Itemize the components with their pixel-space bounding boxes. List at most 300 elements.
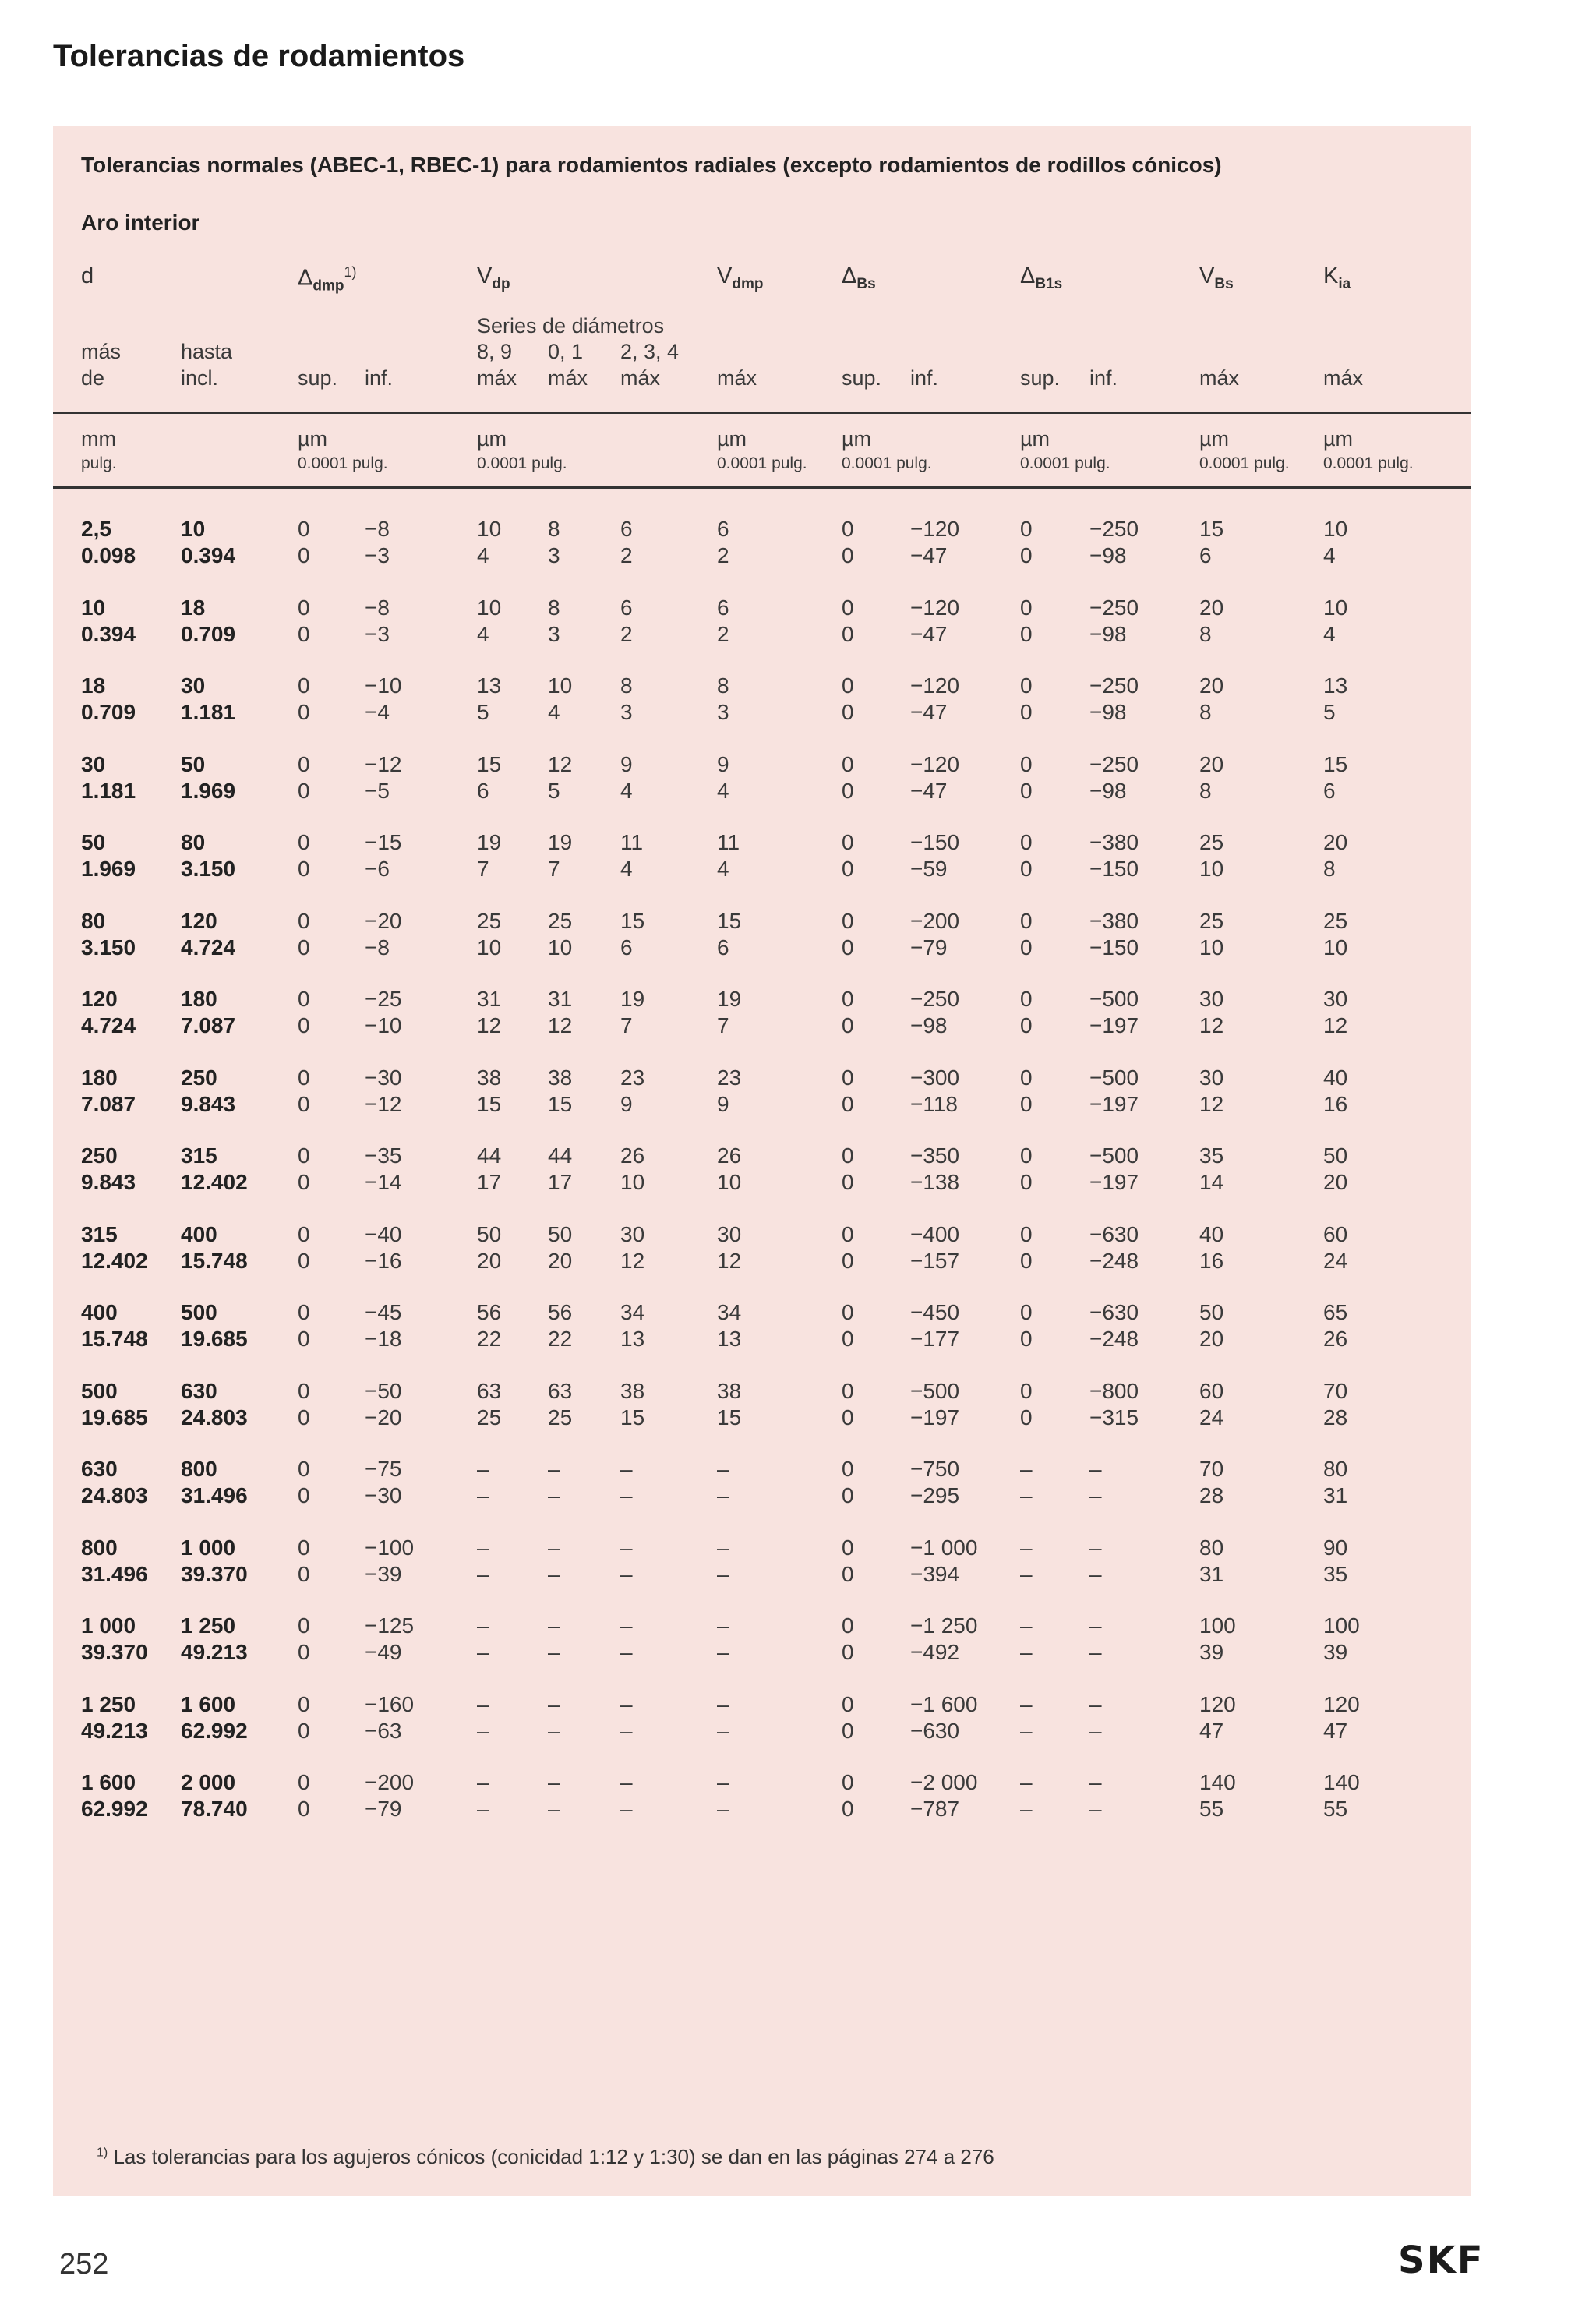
- cell-vdp-89: –: [477, 1640, 489, 1664]
- cell-dmp-inf: −50: [365, 1378, 402, 1403]
- cell-vdp-234: 8: [620, 673, 633, 698]
- unit-um: µm 0.0001 pulg.: [1199, 427, 1290, 472]
- cell-kia: 10: [1323, 517, 1348, 541]
- cell-vdp-89: 7: [477, 857, 489, 881]
- row-mm-values: [53, 908, 1471, 935]
- cell-vbs: 12: [1199, 1091, 1224, 1116]
- cell-bs-inf: −350: [910, 1143, 960, 1168]
- cell-vdmp: 4: [717, 857, 729, 881]
- cell-bs-sup: 0: [842, 1013, 854, 1037]
- cell-b1s-sup: 0: [1020, 595, 1033, 620]
- cell-kia: 10: [1323, 595, 1348, 620]
- header-d-to-2: incl.: [181, 366, 219, 390]
- cell-bs-sup: 0: [842, 700, 854, 724]
- section-label: Aro interior: [81, 210, 200, 235]
- row-inch-values: [53, 1718, 1471, 1744]
- cell-dmp-inf: −45: [365, 1300, 402, 1324]
- cell-bs-sup: 0: [842, 1170, 854, 1194]
- cell-b1s-sup: –: [1020, 1535, 1033, 1560]
- cell-vdmp: 30: [717, 1221, 742, 1246]
- cell-d-to: 19.685: [181, 1327, 248, 1351]
- cell-vbs: 8: [1199, 778, 1212, 803]
- cell-vdmp: –: [717, 1535, 729, 1560]
- cell-d-from: 9.843: [81, 1170, 136, 1194]
- cell-bs-inf: −120: [910, 517, 960, 541]
- cell-kia: 6: [1323, 778, 1336, 803]
- cell-b1s-sup: 0: [1020, 1065, 1033, 1090]
- cell-vdp-234: 34: [620, 1300, 645, 1324]
- cell-vdp-01: –: [548, 1613, 560, 1638]
- cell-vbs: 47: [1199, 1718, 1224, 1743]
- cell-d-from: 1 600: [81, 1770, 136, 1794]
- cell-kia: 80: [1323, 1457, 1348, 1481]
- cell-dmp-inf: −16: [365, 1248, 402, 1273]
- cell-vdp-01: 12: [548, 1013, 573, 1037]
- cell-dmp-inf: −200: [365, 1770, 415, 1794]
- cell-vdp-89: 63: [477, 1378, 502, 1403]
- cell-bs-sup: 0: [842, 673, 854, 698]
- cell-vbs: 25: [1199, 908, 1224, 933]
- cell-vdp-01: –: [548, 1561, 560, 1586]
- cell-vbs: 20: [1199, 673, 1224, 698]
- row-inch-values: [53, 1169, 1471, 1196]
- header-series: Series de diámetros: [477, 314, 665, 337]
- cell-vdp-01: 25: [548, 1405, 573, 1429]
- cell-bs-sup: 0: [842, 1065, 854, 1090]
- cell-kia: 65: [1323, 1300, 1348, 1324]
- cell-kia: 4: [1323, 543, 1336, 567]
- cell-bs-sup: 0: [842, 1718, 854, 1743]
- cell-bs-sup: 0: [842, 1640, 854, 1664]
- unit-um: µm 0.0001 pulg.: [1020, 427, 1110, 472]
- cell-vdp-89: –: [477, 1561, 489, 1586]
- cell-b1s-sup: –: [1020, 1483, 1033, 1507]
- cell-vdmp: 13: [717, 1327, 742, 1351]
- cell-dmp-inf: −8: [365, 595, 390, 620]
- header-inf: inf.: [365, 366, 394, 390]
- cell-b1s-inf: −150: [1089, 857, 1139, 881]
- cell-dmp-sup: 0: [298, 1770, 310, 1794]
- header-delta-bs: $\Delta_{Bs}$: [842, 263, 876, 292]
- cell-vdp-01: –: [548, 1691, 560, 1716]
- cell-kia: 120: [1323, 1691, 1360, 1716]
- cell-bs-inf: −120: [910, 673, 960, 698]
- cell-vdp-89: –: [477, 1718, 489, 1743]
- cell-dmp-sup: 0: [298, 1221, 310, 1246]
- table-row: [53, 1769, 1471, 1848]
- cell-bs-sup: 0: [842, 1300, 854, 1324]
- cell-b1s-inf: −500: [1089, 1065, 1139, 1090]
- table-row: [53, 1456, 1471, 1535]
- cell-b1s-inf: −248: [1089, 1327, 1139, 1351]
- cell-dmp-sup: 0: [298, 1691, 310, 1716]
- cell-b1s-inf: −630: [1089, 1221, 1139, 1246]
- cell-vdp-234: –: [620, 1718, 633, 1743]
- cell-bs-inf: −295: [910, 1483, 960, 1507]
- cell-vdp-89: 15: [477, 1091, 502, 1116]
- cell-bs-sup: 0: [842, 1327, 854, 1351]
- header-vdmp: $V_{dmp}$: [717, 263, 764, 292]
- header-inf: inf.: [1089, 366, 1118, 390]
- row-inch-values: [53, 1639, 1471, 1666]
- cell-bs-inf: −750: [910, 1457, 960, 1481]
- cell-vbs: 30: [1199, 987, 1224, 1011]
- header-max: máx: [620, 366, 661, 390]
- cell-vbs: 120: [1199, 1691, 1236, 1716]
- cell-vbs: 12: [1199, 1013, 1224, 1037]
- cell-vdp-234: 38: [620, 1378, 645, 1403]
- cell-bs-sup: 0: [842, 987, 854, 1011]
- cell-bs-inf: −200: [910, 908, 960, 933]
- cell-vdp-01: 8: [548, 517, 560, 541]
- cell-bs-inf: −118: [910, 1091, 958, 1116]
- cell-bs-inf: −400: [910, 1221, 960, 1246]
- cell-d-from: 12.402: [81, 1248, 148, 1273]
- row-inch-values: [53, 935, 1471, 961]
- cell-dmp-inf: −30: [365, 1065, 402, 1090]
- cell-kia: 47: [1323, 1718, 1348, 1743]
- cell-d-to: 62.992: [181, 1718, 248, 1743]
- cell-vdmp: –: [717, 1613, 729, 1638]
- cell-d-to: 12.402: [181, 1170, 248, 1194]
- cell-bs-inf: −138: [910, 1170, 960, 1194]
- cell-b1s-sup: –: [1020, 1561, 1033, 1586]
- cell-kia: 39: [1323, 1640, 1348, 1664]
- cell-vdmp: 6: [717, 595, 729, 620]
- cell-dmp-sup: 0: [298, 1405, 310, 1429]
- cell-bs-sup: 0: [842, 1221, 854, 1246]
- cell-kia: 50: [1323, 1143, 1348, 1168]
- cell-vdp-234: 6: [620, 517, 633, 541]
- cell-vbs: 60: [1199, 1378, 1224, 1403]
- cell-b1s-sup: –: [1020, 1797, 1033, 1821]
- row-mm-values: [53, 1535, 1471, 1561]
- cell-bs-inf: −630: [910, 1718, 960, 1743]
- row-mm-values: [53, 1456, 1471, 1482]
- cell-vdmp: 10: [717, 1170, 742, 1194]
- cell-vdp-01: –: [548, 1797, 560, 1821]
- cell-b1s-inf: –: [1089, 1457, 1102, 1481]
- cell-d-to: 500: [181, 1300, 217, 1324]
- cell-dmp-sup: 0: [298, 987, 310, 1011]
- unit-um: µm 0.0001 pulg.: [842, 427, 932, 472]
- cell-vdp-01: 22: [548, 1327, 573, 1351]
- cell-b1s-sup: –: [1020, 1457, 1033, 1481]
- cell-b1s-inf: –: [1089, 1718, 1102, 1743]
- cell-d-to: 31.496: [181, 1483, 248, 1507]
- row-mm-values: [53, 829, 1471, 856]
- cell-d-from: 3.150: [81, 935, 136, 959]
- cell-bs-inf: −79: [910, 935, 948, 959]
- cell-b1s-sup: 0: [1020, 517, 1033, 541]
- cell-vdp-89: 15: [477, 751, 502, 776]
- cell-dmp-inf: −40: [365, 1221, 402, 1246]
- cell-vdmp: 9: [717, 1091, 729, 1116]
- cell-dmp-inf: −4: [365, 700, 390, 724]
- unit-mm: mm pulg.: [81, 427, 117, 472]
- cell-vbs: 25: [1199, 830, 1224, 854]
- cell-b1s-sup: 0: [1020, 1300, 1033, 1324]
- header-vbs: $V_{Bs}$: [1199, 263, 1234, 292]
- cell-d-from: 630: [81, 1457, 118, 1481]
- cell-bs-inf: −787: [910, 1797, 960, 1821]
- table-row: [53, 829, 1471, 908]
- cell-vdp-01: 50: [548, 1221, 573, 1246]
- table-body: [53, 516, 1471, 1848]
- cell-vbs: 30: [1199, 1065, 1224, 1090]
- cell-vbs: 10: [1199, 935, 1224, 959]
- cell-b1s-inf: –: [1089, 1535, 1102, 1560]
- cell-kia: 20: [1323, 1170, 1348, 1194]
- row-mm-values: [53, 1299, 1471, 1326]
- page-title: Tolerancias de rodamientos: [53, 39, 465, 73]
- cell-vdp-234: 13: [620, 1327, 645, 1351]
- cell-dmp-sup: 0: [298, 1535, 310, 1560]
- cell-bs-inf: −300: [910, 1065, 960, 1090]
- cell-vdp-89: 4: [477, 543, 489, 567]
- cell-d-to: 0.709: [181, 621, 236, 646]
- header-sup: sup.: [298, 366, 338, 390]
- cell-vdp-234: 12: [620, 1248, 645, 1273]
- cell-vdp-234: 9: [620, 751, 633, 776]
- cell-dmp-inf: −20: [365, 1405, 402, 1429]
- cell-bs-inf: −1 000: [910, 1535, 978, 1560]
- cell-bs-inf: −500: [910, 1378, 960, 1403]
- cell-dmp-inf: −8: [365, 517, 390, 541]
- cell-dmp-inf: −79: [365, 1797, 402, 1821]
- cell-vdmp: 6: [717, 935, 729, 959]
- table-row: [53, 673, 1471, 751]
- header-rule: [53, 412, 1471, 414]
- cell-vdp-01: 3: [548, 621, 560, 646]
- table-title: Tolerancias normales (ABEC-1, RBEC-1) para rodamientos radiales (excepto rodamientos de rodillos cónicos): [81, 153, 1222, 177]
- cell-d-to: 18: [181, 595, 206, 620]
- cell-vdp-89: 6: [477, 778, 489, 803]
- table-row: [53, 1221, 1471, 1300]
- cell-kia: 24: [1323, 1248, 1348, 1273]
- table-row: [53, 1299, 1471, 1378]
- cell-vdmp: –: [717, 1457, 729, 1481]
- cell-kia: 16: [1323, 1091, 1348, 1116]
- header-kia: $K_{ia}$: [1323, 263, 1351, 292]
- cell-d-to: 39.370: [181, 1561, 248, 1586]
- cell-bs-sup: 0: [842, 1143, 854, 1168]
- cell-vbs: 10: [1199, 857, 1224, 881]
- cell-b1s-inf: −98: [1089, 543, 1127, 567]
- cell-vbs: 20: [1199, 751, 1224, 776]
- cell-d-to: 630: [181, 1378, 217, 1403]
- cell-vdmp: 38: [717, 1378, 742, 1403]
- cell-vdmp: 4: [717, 778, 729, 803]
- cell-vdmp: –: [717, 1640, 729, 1664]
- cell-d-to: 50: [181, 751, 206, 776]
- cell-vdp-234: 4: [620, 857, 633, 881]
- header-d-to: hasta: [181, 340, 233, 363]
- cell-d-to: 315: [181, 1143, 217, 1168]
- cell-vdp-89: 4: [477, 621, 489, 646]
- cell-dmp-sup: 0: [298, 1013, 310, 1037]
- cell-b1s-sup: –: [1020, 1640, 1033, 1664]
- cell-vdp-234: 3: [620, 700, 633, 724]
- cell-vbs: 8: [1199, 621, 1212, 646]
- cell-b1s-inf: –: [1089, 1561, 1102, 1586]
- cell-kia: 10: [1323, 935, 1348, 959]
- cell-d-to: 250: [181, 1065, 217, 1090]
- cell-bs-sup: 0: [842, 1457, 854, 1481]
- cell-dmp-inf: −30: [365, 1483, 402, 1507]
- cell-b1s-sup: 0: [1020, 1221, 1033, 1246]
- unit-um: µm 0.0001 pulg.: [477, 427, 567, 472]
- cell-dmp-sup: 0: [298, 778, 310, 803]
- cell-vdp-01: 3: [548, 543, 560, 567]
- cell-dmp-inf: −100: [365, 1535, 415, 1560]
- cell-dmp-sup: 0: [298, 1091, 310, 1116]
- cell-dmp-inf: −5: [365, 778, 390, 803]
- cell-b1s-sup: 0: [1020, 857, 1033, 881]
- cell-vbs: 35: [1199, 1143, 1224, 1168]
- cell-bs-inf: −450: [910, 1300, 960, 1324]
- page-number: 252: [59, 2248, 109, 2281]
- cell-vdmp: 15: [717, 1405, 742, 1429]
- cell-b1s-inf: −380: [1089, 830, 1139, 854]
- units-rule: [53, 486, 1471, 489]
- header-series-a: 8, 9: [477, 340, 513, 363]
- cell-b1s-sup: 0: [1020, 830, 1033, 854]
- row-mm-values: [53, 673, 1471, 699]
- cell-vdp-234: –: [620, 1535, 633, 1560]
- cell-dmp-inf: −160: [365, 1691, 415, 1716]
- tolerance-table-panel: [53, 126, 1471, 2196]
- cell-d-to: 120: [181, 908, 217, 933]
- cell-b1s-inf: −800: [1089, 1378, 1139, 1403]
- header-vdp: $V_{dp}$: [477, 263, 510, 292]
- cell-vdp-234: –: [620, 1483, 633, 1507]
- row-mm-values: [53, 1143, 1471, 1169]
- cell-bs-sup: 0: [842, 751, 854, 776]
- row-mm-values: [53, 516, 1471, 542]
- cell-d-from: 31.496: [81, 1561, 148, 1586]
- cell-dmp-sup: 0: [298, 1300, 310, 1324]
- cell-vdp-234: –: [620, 1457, 633, 1481]
- cell-kia: 70: [1323, 1378, 1348, 1403]
- row-inch-values: [53, 621, 1471, 648]
- cell-bs-inf: −492: [910, 1640, 960, 1664]
- header-d-from: más: [81, 340, 122, 363]
- cell-vbs: 140: [1199, 1770, 1236, 1794]
- cell-d-from: 50: [81, 830, 106, 854]
- cell-bs-inf: −1 600: [910, 1691, 978, 1716]
- cell-vdmp: 7: [717, 1013, 729, 1037]
- cell-bs-sup: 0: [842, 517, 854, 541]
- cell-bs-sup: 0: [842, 1797, 854, 1821]
- cell-b1s-inf: −197: [1089, 1013, 1139, 1037]
- cell-d-from: 800: [81, 1535, 118, 1560]
- cell-vdp-01: 20: [548, 1248, 573, 1273]
- cell-d-from: 500: [81, 1378, 118, 1403]
- cell-vdp-89: 19: [477, 830, 502, 854]
- cell-bs-inf: −197: [910, 1405, 960, 1429]
- cell-vdmp: 9: [717, 751, 729, 776]
- header-sup: sup.: [842, 366, 882, 390]
- cell-vdmp: 8: [717, 673, 729, 698]
- cell-vdp-01: –: [548, 1457, 560, 1481]
- cell-d-from: 0.394: [81, 621, 136, 646]
- cell-vdp-234: 2: [620, 621, 633, 646]
- cell-b1s-inf: –: [1089, 1483, 1102, 1507]
- row-mm-values: [53, 1065, 1471, 1091]
- cell-d-from: 7.087: [81, 1091, 136, 1116]
- row-mm-values: [53, 986, 1471, 1012]
- cell-d-from: 4.724: [81, 1013, 136, 1037]
- cell-dmp-sup: 0: [298, 908, 310, 933]
- cell-vbs: 100: [1199, 1613, 1236, 1638]
- cell-b1s-inf: −197: [1089, 1170, 1139, 1194]
- cell-d-from: 400: [81, 1300, 118, 1324]
- cell-bs-inf: −59: [910, 857, 948, 881]
- cell-dmp-inf: −20: [365, 908, 402, 933]
- cell-vdp-01: 10: [548, 935, 573, 959]
- cell-d-from: 250: [81, 1143, 118, 1168]
- cell-vbs: 55: [1199, 1797, 1224, 1821]
- cell-d-from: 1.969: [81, 857, 136, 881]
- cell-dmp-inf: −18: [365, 1327, 402, 1351]
- cell-d-to: 1.969: [181, 778, 236, 803]
- cell-bs-sup: 0: [842, 1405, 854, 1429]
- header-max: máx: [548, 366, 588, 390]
- table-row: [53, 1691, 1471, 1770]
- cell-vdp-234: 15: [620, 1405, 645, 1429]
- cell-vdp-01: 12: [548, 751, 573, 776]
- cell-dmp-sup: 0: [298, 1143, 310, 1168]
- cell-bs-sup: 0: [842, 1691, 854, 1716]
- cell-kia: 12: [1323, 1013, 1348, 1037]
- cell-d-from: 15.748: [81, 1327, 148, 1351]
- unit-um: µm 0.0001 pulg.: [298, 427, 388, 472]
- cell-vbs: 39: [1199, 1640, 1224, 1664]
- cell-d-to: 0.394: [181, 543, 236, 567]
- cell-bs-inf: −157: [910, 1248, 960, 1273]
- cell-d-from: 0.709: [81, 700, 136, 724]
- cell-dmp-inf: −10: [365, 1013, 402, 1037]
- cell-dmp-sup: 0: [298, 673, 310, 698]
- cell-d-from: 1 000: [81, 1613, 136, 1638]
- header-delta-dmp: $\Delta_{dmp}^{1)}$: [298, 264, 357, 295]
- table-row: [53, 1065, 1471, 1143]
- cell-d-to: 9.843: [181, 1091, 236, 1116]
- cell-kia: 20: [1323, 830, 1348, 854]
- cell-b1s-inf: −315: [1089, 1405, 1139, 1429]
- cell-kia: 26: [1323, 1327, 1348, 1351]
- cell-b1s-inf: −98: [1089, 700, 1127, 724]
- cell-dmp-sup: 0: [298, 1457, 310, 1481]
- cell-dmp-inf: −125: [365, 1613, 415, 1638]
- cell-vdp-234: 4: [620, 778, 633, 803]
- cell-d-to: 7.087: [181, 1013, 236, 1037]
- cell-bs-sup: 0: [842, 543, 854, 567]
- cell-d-to: 15.748: [181, 1248, 248, 1273]
- cell-bs-inf: −250: [910, 987, 960, 1011]
- cell-vdmp: –: [717, 1561, 729, 1586]
- cell-d-to: 10: [181, 517, 206, 541]
- cell-bs-inf: −150: [910, 830, 960, 854]
- cell-dmp-sup: 0: [298, 1613, 310, 1638]
- cell-vdp-01: 63: [548, 1378, 573, 1403]
- row-inch-values: [53, 1012, 1471, 1039]
- cell-d-from: 1.181: [81, 778, 136, 803]
- cell-dmp-sup: 0: [298, 517, 310, 541]
- cell-vbs: 15: [1199, 517, 1224, 541]
- cell-d-to: 1 250: [181, 1613, 236, 1638]
